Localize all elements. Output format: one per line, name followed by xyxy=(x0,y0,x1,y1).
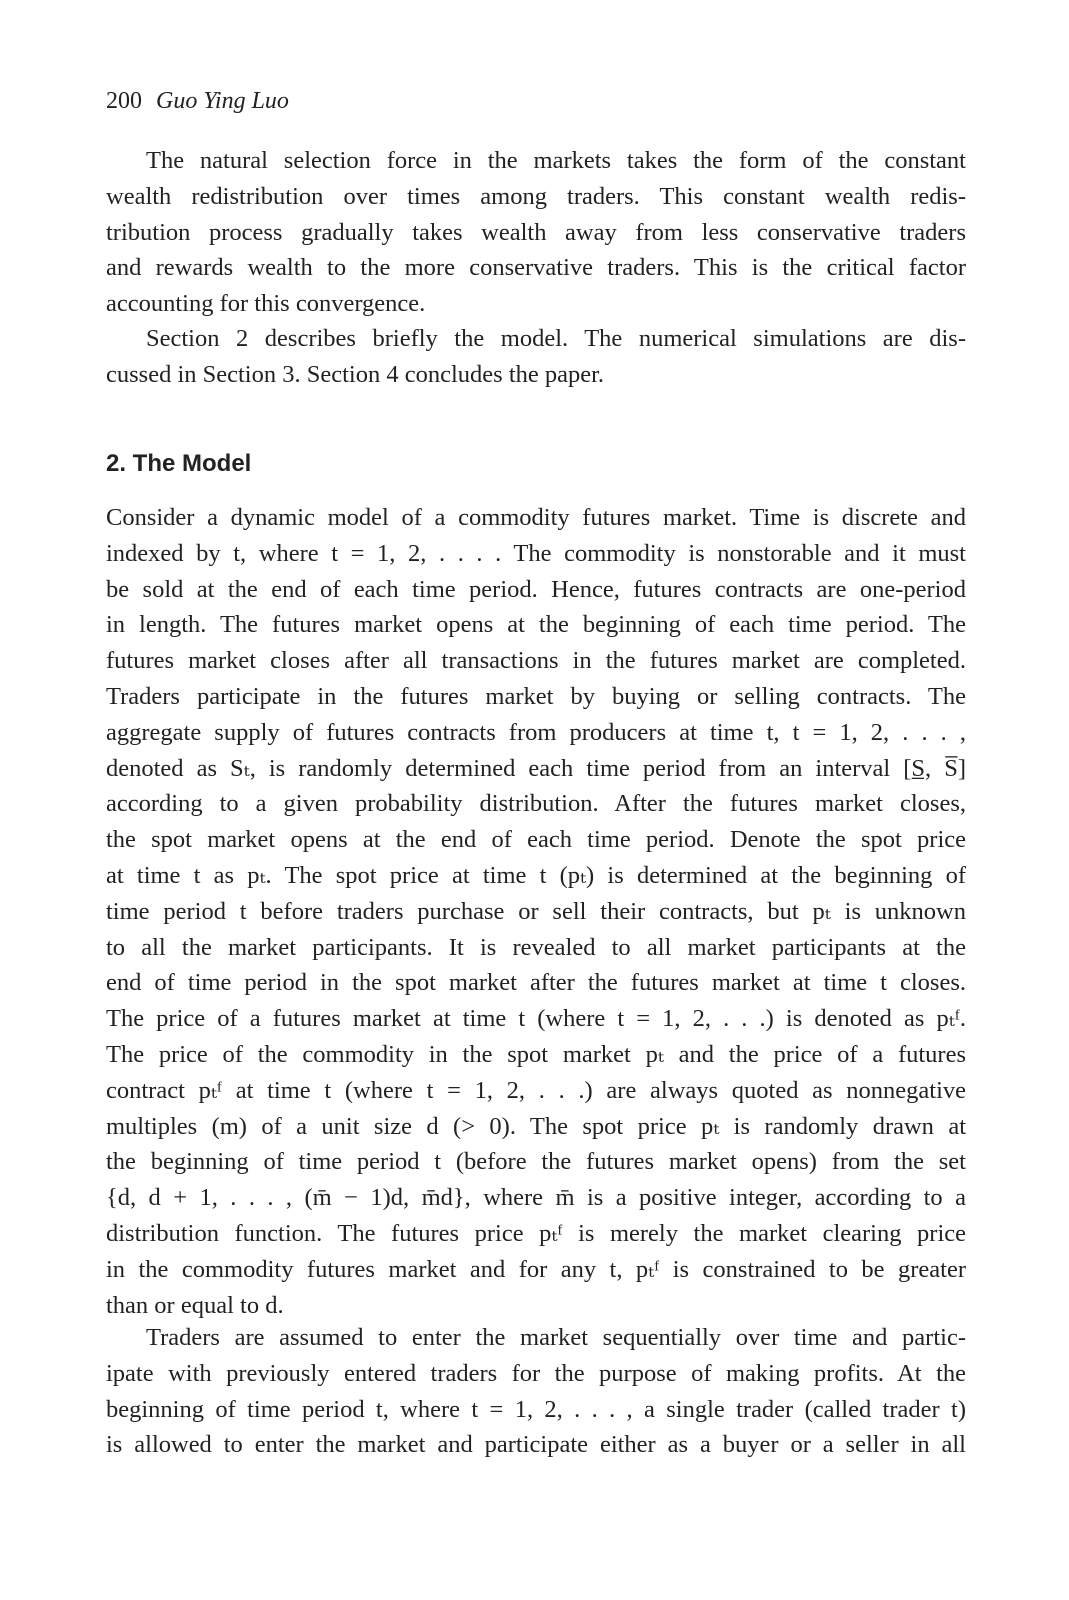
running-head xyxy=(106,86,289,116)
text-line: than or equal to d. xyxy=(106,1291,284,1319)
text-line: tribution process gradually takes wealth away from less conservative traders xyxy=(106,218,966,246)
paragraph-model-description xyxy=(106,500,966,1323)
text-line: the spot market opens at the end of each time period. Denote the spot price xyxy=(106,826,966,854)
text-line: futures market closes after all transactions in the futures market are completed. xyxy=(106,647,966,675)
text-line: contract pₜᶠ at time t (where t = 1, 2, . . .) are always quoted as nonnegative xyxy=(106,1076,966,1104)
text-line: be sold at the end of each time period. Hence, futures contracts are one-period xyxy=(106,575,966,603)
text-line: end of time period in the spot market after the futures market at time t closes. xyxy=(106,969,966,997)
text-line: the beginning of time period t (before the futures market opens) from the set xyxy=(106,1148,966,1176)
text-line: according to a given probability distribution. After the futures market closes, xyxy=(106,790,966,818)
page-number: 200 xyxy=(106,88,142,114)
text-line: time period t before traders purchase or sell their contracts, but pₜ is unknown xyxy=(106,897,966,925)
text-line: in length. The futures market opens at the beginning of each time period. The xyxy=(106,611,966,639)
text-line: multiples (m) of a unit size d (> 0). The spot price pₜ is randomly drawn at xyxy=(106,1112,966,1140)
text-line: in the commodity futures market and for any t, pₜᶠ is constrained to be greater xyxy=(106,1255,966,1283)
text-line: The natural selection force in the markets takes the form of the constant xyxy=(146,147,966,174)
text-line: beginning of time period t, where t = 1, 2, . . . , a single trader (called trader t) xyxy=(106,1395,966,1423)
text-line: wealth redistribution over times among traders. This constant wealth redis- xyxy=(106,182,966,210)
text-line: distribution function. The futures price pₜᶠ is merely the market clearing price xyxy=(106,1219,966,1247)
section-heading: 2. The Model xyxy=(106,450,252,477)
text-line: ipate with previously entered traders for the purpose of making profits. At the xyxy=(106,1359,966,1387)
text-line: aggregate supply of futures contracts from producers at time t, t = 1, 2, . . . , xyxy=(106,718,966,746)
text-line: The price of a futures market at time t (where t = 1, 2, . . .) is denoted as pₜᶠ. xyxy=(106,1005,966,1033)
text-line: to all the market participants. It is revealed to all market participants at the xyxy=(106,933,966,961)
paragraph-intro-conclusion xyxy=(106,143,966,322)
text-line: at time t as pₜ. The spot price at time t (pₜ) is determined at the beginning of xyxy=(106,861,966,889)
text-line: cussed in Section 3. Section 4 concludes the paper. xyxy=(106,360,605,388)
text-line: indexed by t, where t = 1, 2, . . . . The commodity is nonstorable and it must xyxy=(106,539,966,567)
text-line: Traders are assumed to enter the market sequentially over time and partic- xyxy=(146,1324,966,1351)
paragraph-outline xyxy=(106,321,966,393)
text-line: The price of the commodity in the spot market pₜ and the price of a futures xyxy=(106,1040,966,1068)
paragraph-traders-entry xyxy=(106,1320,966,1463)
text-line: is allowed to enter the market and participate either as a buyer or a seller in all xyxy=(106,1431,966,1459)
text-line: denoted as Sₜ, is randomly determined each time period from an interval [S̲, S̅] xyxy=(106,754,966,782)
text-line: accounting for this convergence. xyxy=(106,290,426,318)
text-line: and rewards wealth to the more conservative traders. This is the critical factor xyxy=(106,254,966,282)
text-line: Traders participate in the futures market by buying or selling contracts. The xyxy=(106,682,966,710)
text-line: Section 2 describes briefly the model. The numerical simulations are dis- xyxy=(146,325,966,352)
running-head-author: Guo Ying Luo xyxy=(156,88,289,114)
text-line: {d, d + 1, . . . , (m̄ − 1)d, m̄d}, where m̄ is a positive integer, according to a xyxy=(106,1184,966,1212)
text-line: Consider a dynamic model of a commodity futures market. Time is discrete and xyxy=(106,504,966,531)
